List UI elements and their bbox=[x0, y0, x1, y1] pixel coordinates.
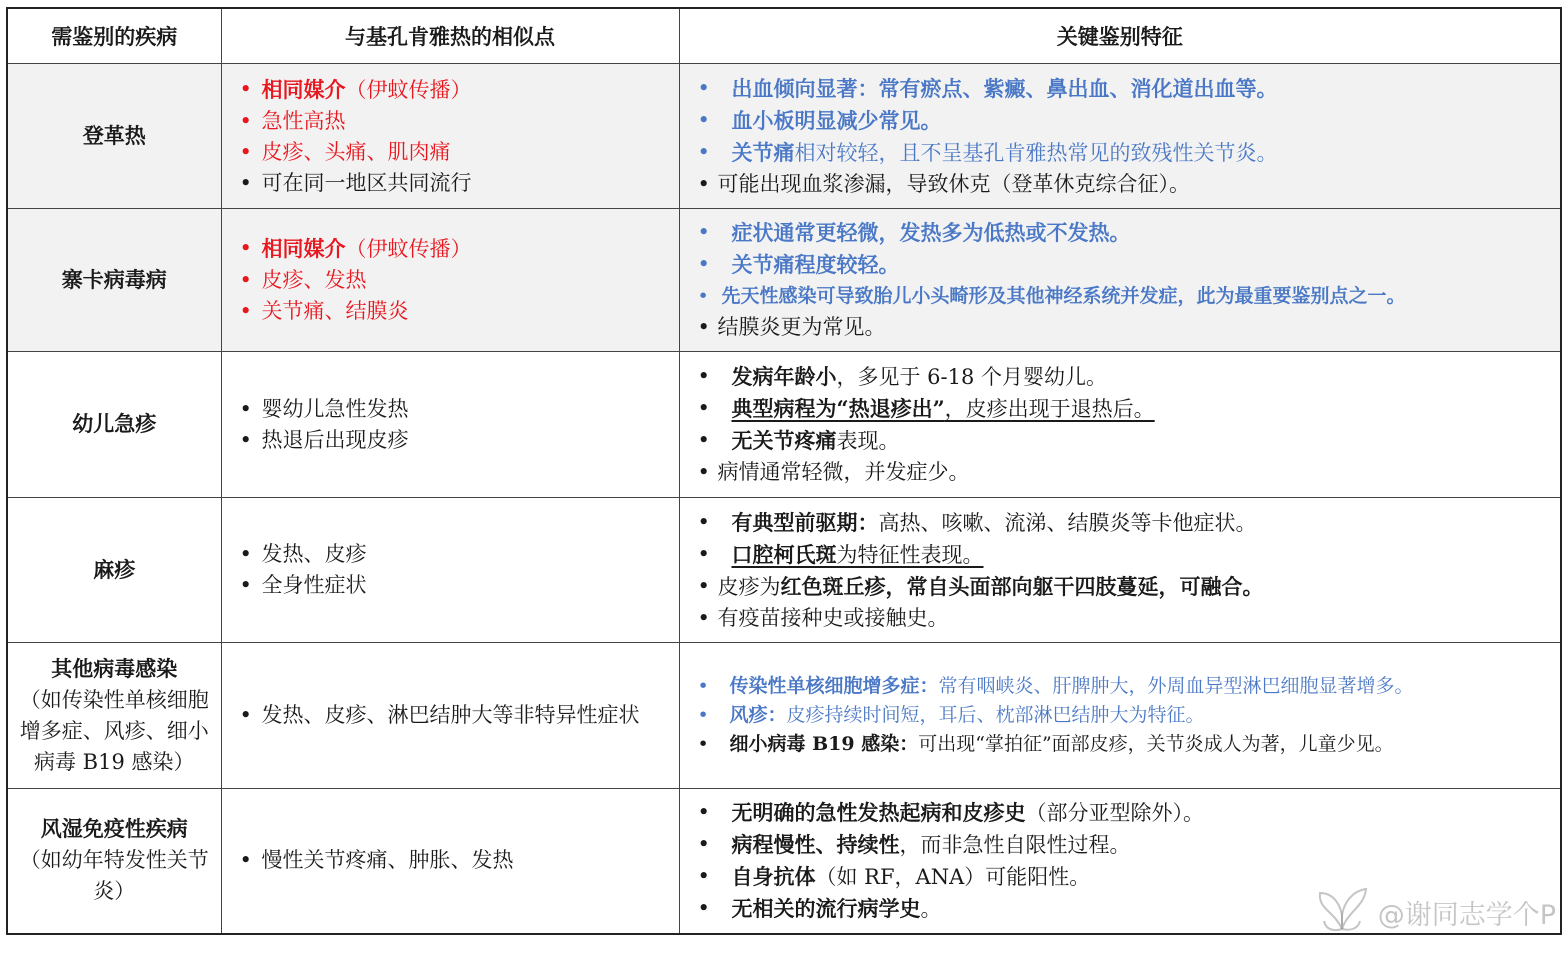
disease-name: 登革热 bbox=[82, 123, 146, 148]
table-row bbox=[7, 498, 1561, 643]
similarity-cell bbox=[221, 643, 679, 789]
bullet-list bbox=[696, 507, 1555, 634]
text-segment: 风疹： bbox=[729, 704, 787, 726]
bullet-item bbox=[238, 845, 673, 876]
text-segment: 。 bbox=[920, 896, 942, 921]
bullet-item bbox=[696, 507, 1555, 539]
text-segment: （伊蚊传播） bbox=[345, 237, 472, 261]
text-segment: 皮疹持续时间短，耳后、枕部淋巴结肿大为特征。 bbox=[786, 704, 1205, 726]
bullet-item bbox=[238, 570, 673, 601]
similarity-cell bbox=[221, 789, 679, 934]
disease-cell bbox=[7, 789, 221, 934]
header-similarity: 与基孔肯雅热的相似点 bbox=[221, 8, 679, 64]
bullet-item bbox=[696, 701, 1555, 730]
similarity-cell bbox=[221, 498, 679, 643]
header-key-features: 关键鉴别特征 bbox=[679, 8, 1561, 64]
disease-cell bbox=[7, 352, 221, 498]
disease-cell bbox=[7, 643, 221, 789]
bullet-list bbox=[238, 845, 673, 876]
bullet-item bbox=[238, 233, 673, 265]
disease-cell bbox=[7, 209, 221, 352]
text-segment: 表现。 bbox=[836, 429, 900, 453]
text-segment: 高热、咳嗽、流涕、结膜炎等卡他症状。 bbox=[878, 510, 1257, 535]
text-segment: 为特征性表现。 bbox=[836, 542, 984, 567]
text-segment: 全身性症状 bbox=[261, 573, 367, 597]
text-segment: 自身抗体 bbox=[731, 863, 816, 889]
bullet-item bbox=[696, 730, 1555, 759]
disease-subtitle: （如幼年特发性关节炎） bbox=[19, 848, 209, 904]
text-segment: 病程慢性、持续性 bbox=[731, 831, 900, 857]
features-cell bbox=[679, 64, 1561, 209]
bullet-list bbox=[238, 233, 673, 327]
differential-diagnosis-table bbox=[6, 7, 1562, 935]
bullet-item bbox=[696, 425, 1555, 457]
bullet-item bbox=[696, 249, 1555, 281]
disease-name: 麻疹 bbox=[93, 557, 136, 582]
text-segment: 关节痛 bbox=[261, 299, 325, 323]
bullet-item bbox=[238, 265, 673, 296]
bullet-item bbox=[238, 74, 673, 106]
text-segment: 出血倾向显著：常有瘀点、紫癜、鼻出血、消化道出血等。 bbox=[731, 75, 1278, 101]
table-row bbox=[7, 352, 1561, 498]
disease-name: 幼儿急疹 bbox=[72, 412, 157, 436]
text-segment: 传染性单核细胞增多症： bbox=[729, 675, 939, 697]
text-segment: 热退后出现皮疹 bbox=[261, 427, 409, 452]
text-segment: 可能出现血浆渗漏，导致休克（登革休克综合征）。 bbox=[717, 171, 1190, 196]
text-segment: 常有咽峡炎、肝脾肿大，外周血异型淋巴细胞显著增多。 bbox=[938, 675, 1414, 697]
similarity-cell bbox=[221, 209, 679, 352]
bullet-item bbox=[696, 571, 1555, 603]
text-segment: 发病年龄小 bbox=[731, 364, 837, 389]
bullet-item bbox=[696, 393, 1555, 425]
bullet-item bbox=[238, 700, 673, 731]
text-segment: 血小板明显减少常见。 bbox=[731, 107, 942, 133]
bullet-list bbox=[238, 74, 673, 199]
bullet-item bbox=[238, 168, 673, 199]
bullet-item bbox=[696, 312, 1555, 343]
bullet-item bbox=[696, 281, 1555, 312]
text-segment: 皮疹、头痛、肌肉痛 bbox=[261, 139, 451, 164]
text-segment: 有疫苗接种史或接触史。 bbox=[717, 605, 949, 630]
bullet-item bbox=[696, 105, 1555, 137]
bullet-item bbox=[696, 457, 1555, 488]
bullet-list bbox=[696, 361, 1555, 488]
bullet-item bbox=[238, 106, 673, 137]
table-row bbox=[7, 643, 1561, 789]
disease-cell bbox=[7, 498, 221, 643]
bullet-item bbox=[696, 603, 1555, 634]
text-segment: 无明确的急性发热起病和皮疹史 bbox=[731, 799, 1026, 825]
bullet-list bbox=[696, 217, 1555, 343]
bullet-item bbox=[696, 797, 1555, 829]
text-segment: 有典型前驱期： bbox=[731, 509, 879, 535]
text-segment: 典型病程为“热退疹出” bbox=[731, 396, 945, 421]
similarity-cell bbox=[221, 352, 679, 498]
disease-cell bbox=[7, 64, 221, 209]
text-segment: 发热、皮疹 bbox=[261, 542, 367, 566]
text-segment: 结膜炎更为常见。 bbox=[717, 315, 886, 339]
text-segment: 、结膜炎 bbox=[324, 299, 409, 323]
bullet-item bbox=[696, 361, 1555, 393]
features-cell bbox=[679, 352, 1561, 498]
bullet-item bbox=[696, 137, 1555, 169]
bullet-item bbox=[696, 73, 1555, 105]
text-segment: 关节痛程度较轻。 bbox=[731, 252, 900, 277]
text-segment: 皮疹、发热 bbox=[261, 268, 367, 292]
text-segment: ，多见于 6-18 个月婴幼儿。 bbox=[836, 365, 1108, 389]
text-segment: ，而非急性自限性过程。 bbox=[899, 832, 1131, 857]
features-cell bbox=[679, 643, 1561, 789]
disease-name: 风湿免疫性疾病 bbox=[40, 817, 188, 842]
butterfly-logo-icon bbox=[1312, 881, 1372, 944]
text-segment: 慢性关节疼痛、肿胀、发热 bbox=[261, 848, 514, 873]
header-row bbox=[7, 8, 1561, 64]
features-cell bbox=[679, 498, 1561, 643]
bullet-list bbox=[238, 539, 673, 601]
watermark-text: @谢同志学个P bbox=[1377, 900, 1556, 931]
disease-name: 其他病毒感染 bbox=[51, 656, 178, 681]
bullet-item bbox=[238, 296, 673, 327]
watermark bbox=[1312, 881, 1556, 944]
text-segment: 症状通常更轻微，发热多为低热或不发热。 bbox=[731, 220, 1131, 245]
text-segment: 细小病毒 B19 感染： bbox=[729, 733, 919, 755]
bullet-list bbox=[696, 73, 1555, 200]
bullet-list bbox=[696, 672, 1555, 759]
bullet-item bbox=[696, 539, 1555, 571]
text-segment: 可出现“掌拍征”面部皮疹，关节炎成人为著，儿童少见。 bbox=[918, 733, 1394, 755]
bullet-item bbox=[238, 394, 673, 425]
table-row bbox=[7, 64, 1561, 209]
disease-subtitle: （如传染性单核细胞增多症、风疹、细小病毒 B19 感染） bbox=[19, 687, 209, 774]
header-disease: 需鉴别的疾病 bbox=[7, 8, 221, 64]
text-segment: 相对较轻，且不呈基孔肯雅热常见的致残性关节炎。 bbox=[794, 140, 1278, 165]
disease-name: 寨卡病毒病 bbox=[61, 267, 167, 292]
text-segment: （部分亚型除外）。 bbox=[1025, 800, 1204, 825]
text-segment: ，皮疹出现于退热后。 bbox=[944, 397, 1155, 421]
similarity-cell bbox=[221, 64, 679, 209]
features-cell bbox=[679, 209, 1561, 352]
text-segment: 相同媒介 bbox=[261, 236, 346, 261]
bullet-item bbox=[696, 829, 1555, 861]
text-segment: 口腔柯氏斑 bbox=[731, 541, 837, 567]
text-segment: 皮疹为 bbox=[717, 574, 781, 599]
text-segment: （如 RF，ANA）可能阳性。 bbox=[815, 864, 1091, 889]
bullet-item bbox=[238, 425, 673, 456]
text-segment: 急性高热 bbox=[261, 108, 346, 133]
text-segment: 婴幼儿急性发热 bbox=[261, 396, 409, 421]
text-segment: 无关节疼痛 bbox=[731, 428, 837, 453]
bullet-item bbox=[696, 672, 1555, 701]
text-segment: 可在同一地区共同流行 bbox=[261, 170, 472, 195]
text-segment: 病情通常轻微，并发症少。 bbox=[717, 460, 970, 484]
bullet-item bbox=[238, 539, 673, 570]
bullet-list bbox=[238, 700, 673, 731]
table-row bbox=[7, 209, 1561, 352]
bullet-item bbox=[696, 169, 1555, 200]
text-segment: 关节痛 bbox=[731, 139, 795, 165]
text-segment: 红色斑丘疹，常自头面部向躯干四肢蔓延，可融合。 bbox=[780, 573, 1264, 599]
text-segment: （伊蚊传播） bbox=[345, 77, 472, 102]
bullet-item bbox=[238, 137, 673, 168]
text-segment: 相同媒介 bbox=[261, 76, 346, 102]
bullet-list bbox=[238, 394, 673, 456]
text-segment: 无相关的流行病学史 bbox=[731, 895, 921, 921]
text-segment: 发热、皮疹、淋巴结肿大等非特异性症状 bbox=[261, 703, 640, 727]
bullet-item bbox=[696, 217, 1555, 249]
text-segment: 先天性感染可导致胎儿小头畸形及其他神经系统并发症，此为最重要鉴别点之一。 bbox=[721, 285, 1406, 307]
